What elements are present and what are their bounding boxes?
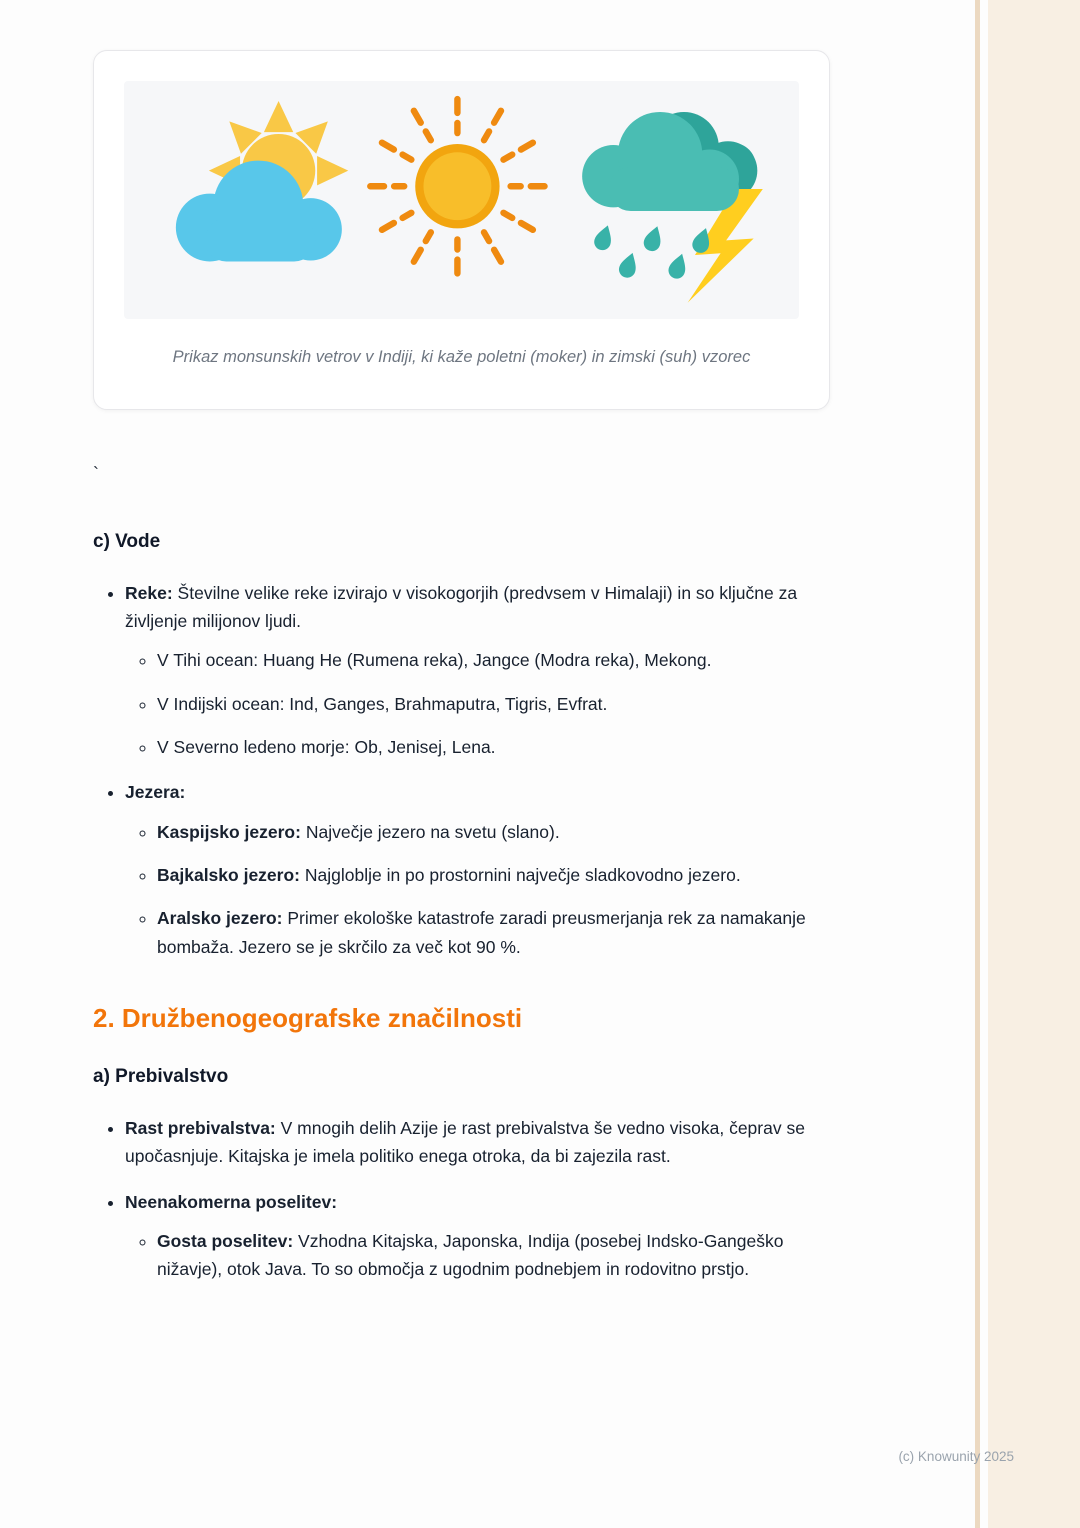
item-lead: Rast prebivalstva: bbox=[125, 1118, 276, 1138]
item-lead: Neenakomerna poselitev: bbox=[125, 1191, 338, 1212]
page-edge-divider bbox=[975, 0, 980, 1528]
cloud-part bbox=[175, 161, 341, 262]
vode-list bbox=[93, 579, 830, 961]
item-text: Največje jezero na svetu (slano). bbox=[305, 821, 560, 842]
sun-icon bbox=[370, 99, 544, 273]
rain-drops bbox=[592, 223, 714, 281]
jezera-sublist bbox=[125, 818, 830, 961]
list-item-jezera bbox=[125, 778, 830, 961]
section-heading-vode: c) Vode bbox=[93, 530, 161, 552]
list-item-reke bbox=[125, 579, 830, 762]
item-lead: Gosta poselitev: bbox=[157, 1231, 294, 1252]
item-lead: Reke: bbox=[125, 582, 173, 603]
list-item-aralsko bbox=[157, 904, 830, 961]
item-text: V mnogih delih Azije je rast prebivalstva še vedno visoka, čeprav se upočasnjuje. Kitajska je imela politiko enega otroka, da bi zajezila rast. bbox=[125, 1118, 805, 1167]
list-item-rast bbox=[125, 1114, 830, 1171]
prebivalstvo-list bbox=[93, 1114, 830, 1284]
storm-cloud-front bbox=[582, 112, 739, 211]
item-text: Primer ekološke katastrofe zaradi preusmerjanja rek za namakanje bombaža. Jezero se je skrčilo za več kot 90 %. bbox=[157, 908, 806, 957]
item-text: Vzhodna Kitajska, Japonska, Indija (posebej Indsko-Gangeško nižavje), otok Java. To so območja z ugodnim podnebjem in rodovitno prstjo. bbox=[157, 1231, 784, 1280]
page-edge-stripe bbox=[988, 0, 1080, 1528]
item-lead: Kaspijsko jezero: bbox=[157, 821, 301, 842]
item-text: V Tihi ocean: Huang He (Rumena reka), Jangce (Modra reka), Mekong. bbox=[157, 650, 712, 671]
list-item-kaspijsko bbox=[157, 818, 830, 846]
item-text: Najgloblje in po prostornini največje sladkovodno jezero. bbox=[304, 864, 741, 885]
list-item-bajkalsko bbox=[157, 861, 830, 889]
item-text: V Severno ledeno morje: Ob, Jenisej, Lena. bbox=[157, 736, 496, 757]
list-item-gosta-poselitev bbox=[157, 1227, 830, 1284]
item-lead: Bajkalsko jezero: bbox=[157, 864, 300, 885]
storm-cloud-rain-lightning-icon bbox=[582, 112, 763, 303]
list-item-severno-morje bbox=[157, 733, 830, 761]
section-heading-druzbeno: 2. Družbenogeografske značilnosti bbox=[93, 1003, 523, 1033]
sun-behind-cloud-icon bbox=[175, 101, 347, 262]
figure-caption: Prikaz monsunskih vetrov v Indiji, ki kaže poletni (moker) in zimski (suh) vzorec bbox=[172, 348, 751, 366]
weather-icons-graphic bbox=[141, 87, 783, 313]
monsoon-illustration bbox=[124, 81, 799, 319]
list-item-poselitev bbox=[125, 1188, 830, 1284]
stray-backtick: ` bbox=[93, 463, 99, 484]
reke-sublist bbox=[125, 646, 830, 761]
item-text: V Indijski ocean: Ind, Ganges, Brahmaputra, Tigris, Evfrat. bbox=[157, 693, 608, 714]
list-item-tihi-ocean bbox=[157, 646, 830, 674]
figure-card bbox=[93, 50, 830, 410]
item-lead: Jezera: bbox=[125, 782, 186, 803]
poselitev-sublist bbox=[125, 1227, 830, 1284]
sun-disc-inner bbox=[423, 152, 491, 220]
item-lead: Aralsko jezero: bbox=[157, 908, 283, 929]
list-item-indijski-ocean bbox=[157, 690, 830, 718]
document-content bbox=[93, 50, 830, 1301]
copyright-notice: (c) Knowunity 2025 bbox=[898, 1449, 1014, 1464]
subsection-heading-prebivalstvo: a) Prebivalstvo bbox=[93, 1066, 229, 1087]
item-text: Številne velike reke izvirajo v visokogorjih (predvsem v Himalaji) in so ključne za življenje milijonov ljudi. bbox=[125, 582, 798, 631]
